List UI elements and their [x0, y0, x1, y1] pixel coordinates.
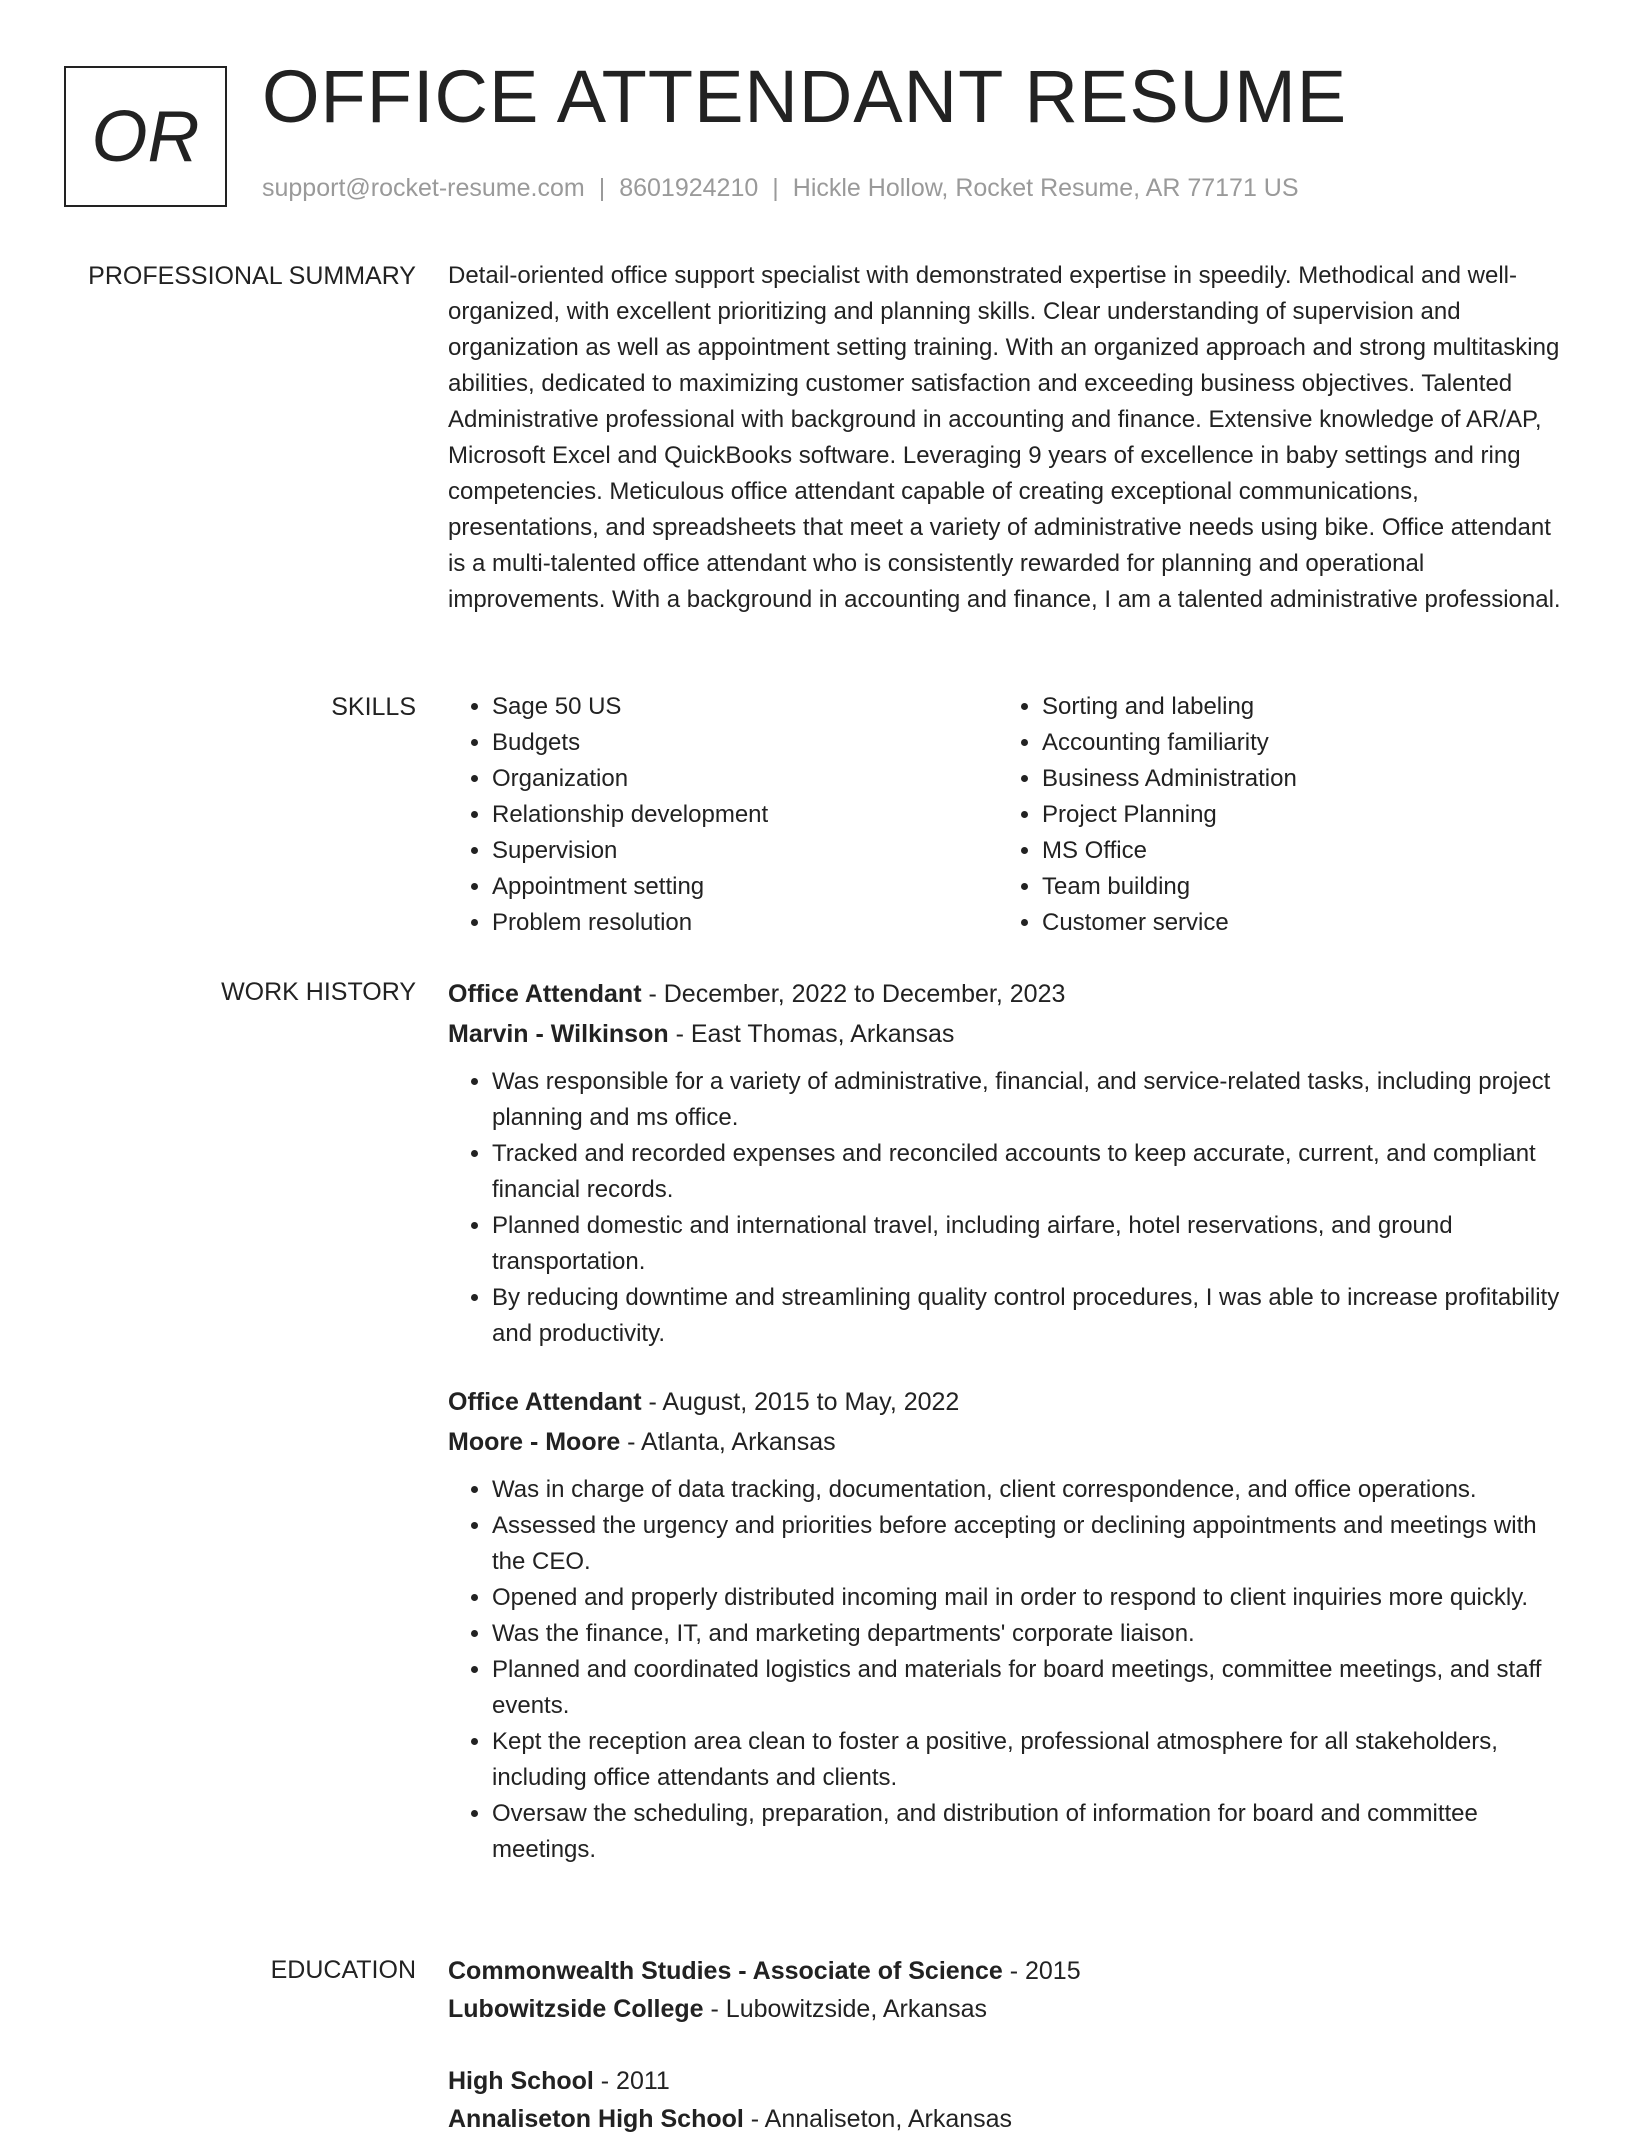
skill-item: • Accounting familiarity: [1042, 725, 1548, 761]
skills-list-right: [998, 689, 1548, 941]
education-degree-line: [448, 1952, 1568, 1990]
summary-label: PROFESSIONAL SUMMARY: [88, 262, 416, 290]
education-content: [448, 1952, 1568, 2138]
education-school: Annaliseton High School: [448, 2105, 744, 2133]
summary-text: Detail-oriented office support specialist with demonstrated expertise in speedily. Methodical and well-organized, with excellent prioritizing and planning skills. Clear understanding of supervision and organization as well as appointment setting training. With an organized approach and strong multitasking abilities, dedicated to maximizing customer satisfaction and exceeding business objectives. Talented Administrative professional with background in accounting and finance. Extensive knowledge of AR/AP, Microsoft Excel and QuickBooks software. Leveraging 9 years of excellence in baby settings and ring competencies. Meticulous office attendant capable of creating exceptional communications, presentations, and spreadsheets that meet a variety of administrative needs using bike. Office attendant is a multi-talented office attendant who is consistently rewarded for planning and operational improvements. With a background in accounting and finance, I am a talented administrative professional.: [448, 262, 1561, 613]
job-bullet: • Was responsible for a variety of administrative, financial, and service-related tasks, including project planning and ms office.: [492, 1064, 1568, 1136]
contact-separator: |: [598, 174, 606, 202]
job-company: Moore - Moore: [448, 1428, 621, 1456]
job-title-line: [448, 1382, 1568, 1422]
education-entry: [448, 2062, 1568, 2138]
education-year: - 2011: [593, 2067, 670, 2095]
job-title-line: [448, 974, 1568, 1014]
job-bullet: • Kept the reception area clean to foster a positive, professional atmosphere for all stakeholders, including office attendants and clients.: [492, 1724, 1568, 1796]
job-location: - East Thomas, Arkansas: [668, 1020, 955, 1048]
skill-item: • Supervision: [492, 833, 998, 869]
job-bullet: • By reducing downtime and streamlining quality control procedures, I was able to increase profitability and productivity.: [492, 1280, 1568, 1352]
skill-item: • Sorting and labeling: [1042, 689, 1548, 725]
education-degree: High School: [448, 2067, 594, 2095]
job-bullet: • Was in charge of data tracking, documentation, client correspondence, and office operations.: [492, 1472, 1568, 1508]
education-entry: [448, 1952, 1568, 2028]
skill-item: • Customer service: [1042, 905, 1548, 941]
job-dates: - August, 2015 to May, 2022: [641, 1388, 960, 1416]
skill-item: • MS Office: [1042, 833, 1548, 869]
skill-item: • Business Administration: [1042, 761, 1548, 797]
skills-label: SKILLS: [331, 693, 416, 721]
skill-item: • Sage 50 US: [492, 689, 998, 725]
job-entry: [448, 974, 1568, 1352]
contact-email[interactable]: support@rocket-resume.com: [262, 174, 585, 202]
job-bullet: • Planned domestic and international travel, including airfare, hotel reservations, and ground transportation.: [492, 1208, 1568, 1280]
education-label: EDUCATION: [270, 1956, 416, 1984]
contact-line: [262, 174, 1299, 203]
job-company-line: [448, 1014, 1568, 1054]
job-bullet: • Opened and properly distributed incoming mail in order to respond to client inquiries more quickly.: [492, 1580, 1568, 1616]
job-company: Marvin - Wilkinson: [448, 1020, 669, 1048]
work-history-label: WORK HISTORY: [221, 978, 416, 1006]
job-location: - Atlanta, Arkansas: [620, 1428, 836, 1456]
job-bullets: [448, 1064, 1568, 1352]
job-title: Office Attendant: [448, 980, 642, 1008]
summary-content: [448, 258, 1568, 618]
job-bullets: [448, 1472, 1568, 1868]
education-school-line: [448, 2100, 1568, 2138]
education-degree-line: [448, 2062, 1568, 2100]
skill-item: • Project Planning: [1042, 797, 1548, 833]
job-title: Office Attendant: [448, 1388, 642, 1416]
resume-title: OFFICE ATTENDANT RESUME: [262, 55, 1348, 138]
education-school: Lubowitzside College: [448, 1995, 704, 2023]
job-entry: [448, 1382, 1568, 1868]
skill-item: • Team building: [1042, 869, 1548, 905]
job-bullet: • Planned and coordinated logistics and materials for board meetings, committee meetings, and staff events.: [492, 1652, 1568, 1724]
skills-content: [448, 689, 1568, 941]
education-degree: Commonwealth Studies - Associate of Science: [448, 1957, 1003, 1985]
job-bullet: • Oversaw the scheduling, preparation, and distribution of information for board and committee meetings.: [492, 1796, 1568, 1868]
job-company-line: [448, 1422, 1568, 1462]
job-bullet: • Assessed the urgency and priorities before accepting or declining appointments and meetings with the CEO.: [492, 1508, 1568, 1580]
education-location: - Annaliseton, Arkansas: [743, 2105, 1013, 2133]
monogram-logo: OR: [64, 66, 227, 207]
job-bullet: • Tracked and recorded expenses and reconciled accounts to keep accurate, current, and compliant financial records.: [492, 1136, 1568, 1208]
education-year: - 2015: [1002, 1957, 1081, 1985]
skill-item: • Budgets: [492, 725, 998, 761]
skill-item: • Problem resolution: [492, 905, 998, 941]
skill-item: • Organization: [492, 761, 998, 797]
job-bullet: • Was the finance, IT, and marketing departments' corporate liaison.: [492, 1616, 1568, 1652]
contact-address: Hickle Hollow, Rocket Resume, AR 77171 US: [792, 174, 1299, 202]
skill-item: • Relationship development: [492, 797, 998, 833]
contact-separator: |: [772, 174, 779, 202]
education-location: - Lubowitzside, Arkansas: [703, 1995, 988, 2023]
job-dates: - December, 2022 to December, 2023: [641, 980, 1066, 1008]
skills-list-left: [448, 689, 998, 941]
education-school-line: [448, 1990, 1568, 2028]
skill-item: • Appointment setting: [492, 869, 998, 905]
contact-phone[interactable]: 8601924210: [619, 174, 759, 202]
work-history-content: [448, 974, 1568, 1868]
